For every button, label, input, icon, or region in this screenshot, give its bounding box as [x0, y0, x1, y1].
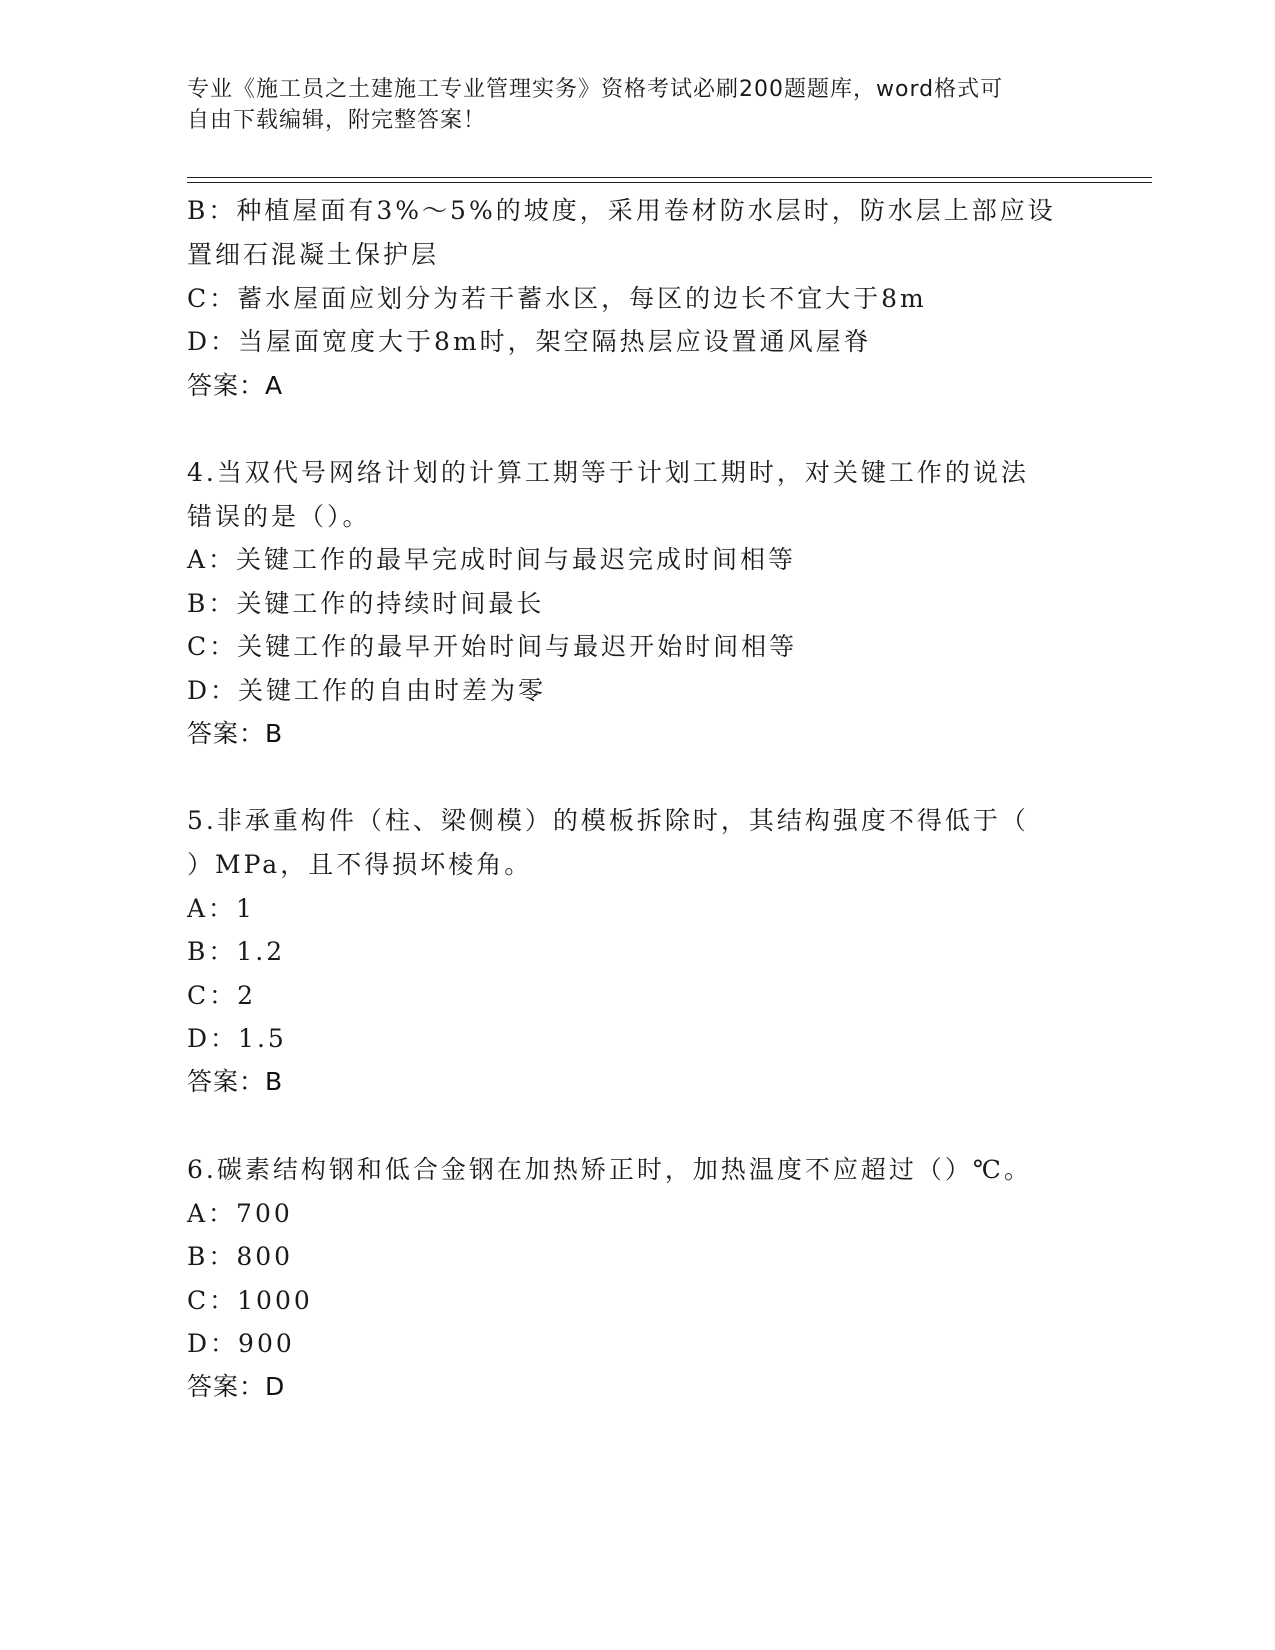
- q3-option-c: C：蓄水屋面应划分为若干蓄水区，每区的边长不宜大于8m: [187, 284, 927, 313]
- q5-option-a: A：1: [187, 894, 255, 923]
- q5-option-c: C：2: [187, 981, 257, 1010]
- q4-option-a: A：关键工作的最早完成时间与最迟完成时间相等: [187, 545, 797, 574]
- header-title-line-1: 专业《施工员之土建施工专业管理实务》资格考试必刷200题题库，word格式可: [187, 77, 1004, 102]
- q5-answer: 答案：B: [187, 1067, 284, 1096]
- q6-stem-line-1: 6.碳素结构钢和低合金钢在加热矫正时，加热温度不应超过（）℃。: [187, 1155, 1032, 1184]
- header-divider-bottom: [187, 182, 1152, 183]
- q3-option-d: D：当屋面宽度大于8m时，架空隔热层应设置通风屋脊: [187, 327, 872, 356]
- q5-option-d: D：1.5: [187, 1024, 287, 1053]
- q4-option-d: D：关键工作的自由时差为零: [187, 676, 547, 705]
- q5-stem-line-1: 5.非承重构件（柱、梁侧模）的模板拆除时，其结构强度不得低于（: [187, 806, 1029, 835]
- q4-stem-line-1: 4.当双代号网络计划的计算工期等于计划工期时，对关键工作的说法: [187, 458, 1029, 487]
- q4-option-b: B：关键工作的持续时间最长: [187, 589, 545, 618]
- header-divider-top: [187, 177, 1152, 178]
- q5-stem-line-2: ）MPa，且不得损坏棱角。: [187, 850, 533, 879]
- document-header: [187, 74, 1087, 136]
- q6-option-a: A：700: [187, 1199, 293, 1228]
- q4-stem-line-2: 错误的是（）。: [187, 502, 371, 531]
- q6-answer: 答案：D: [187, 1372, 286, 1401]
- q4-option-c: C：关键工作的最早开始时间与最迟开始时间相等: [187, 632, 798, 661]
- q6-option-c: C：1000: [187, 1286, 313, 1315]
- q6-option-b: B：800: [187, 1242, 294, 1271]
- header-title-line-2: 自由下载编辑，附完整答案！: [187, 108, 487, 133]
- q3-option-b-line-1: B：种植屋面有3%～5%的坡度，采用卷材防水层时，防水层上部应设: [187, 196, 1056, 225]
- q3-option-b-line-2: 置细石混凝土保护层: [187, 240, 440, 269]
- q3-answer: 答案：A: [187, 371, 284, 400]
- q4-answer: 答案：B: [187, 719, 284, 748]
- q5-option-b: B：1.2: [187, 937, 286, 966]
- q6-option-d: D：900: [187, 1329, 295, 1358]
